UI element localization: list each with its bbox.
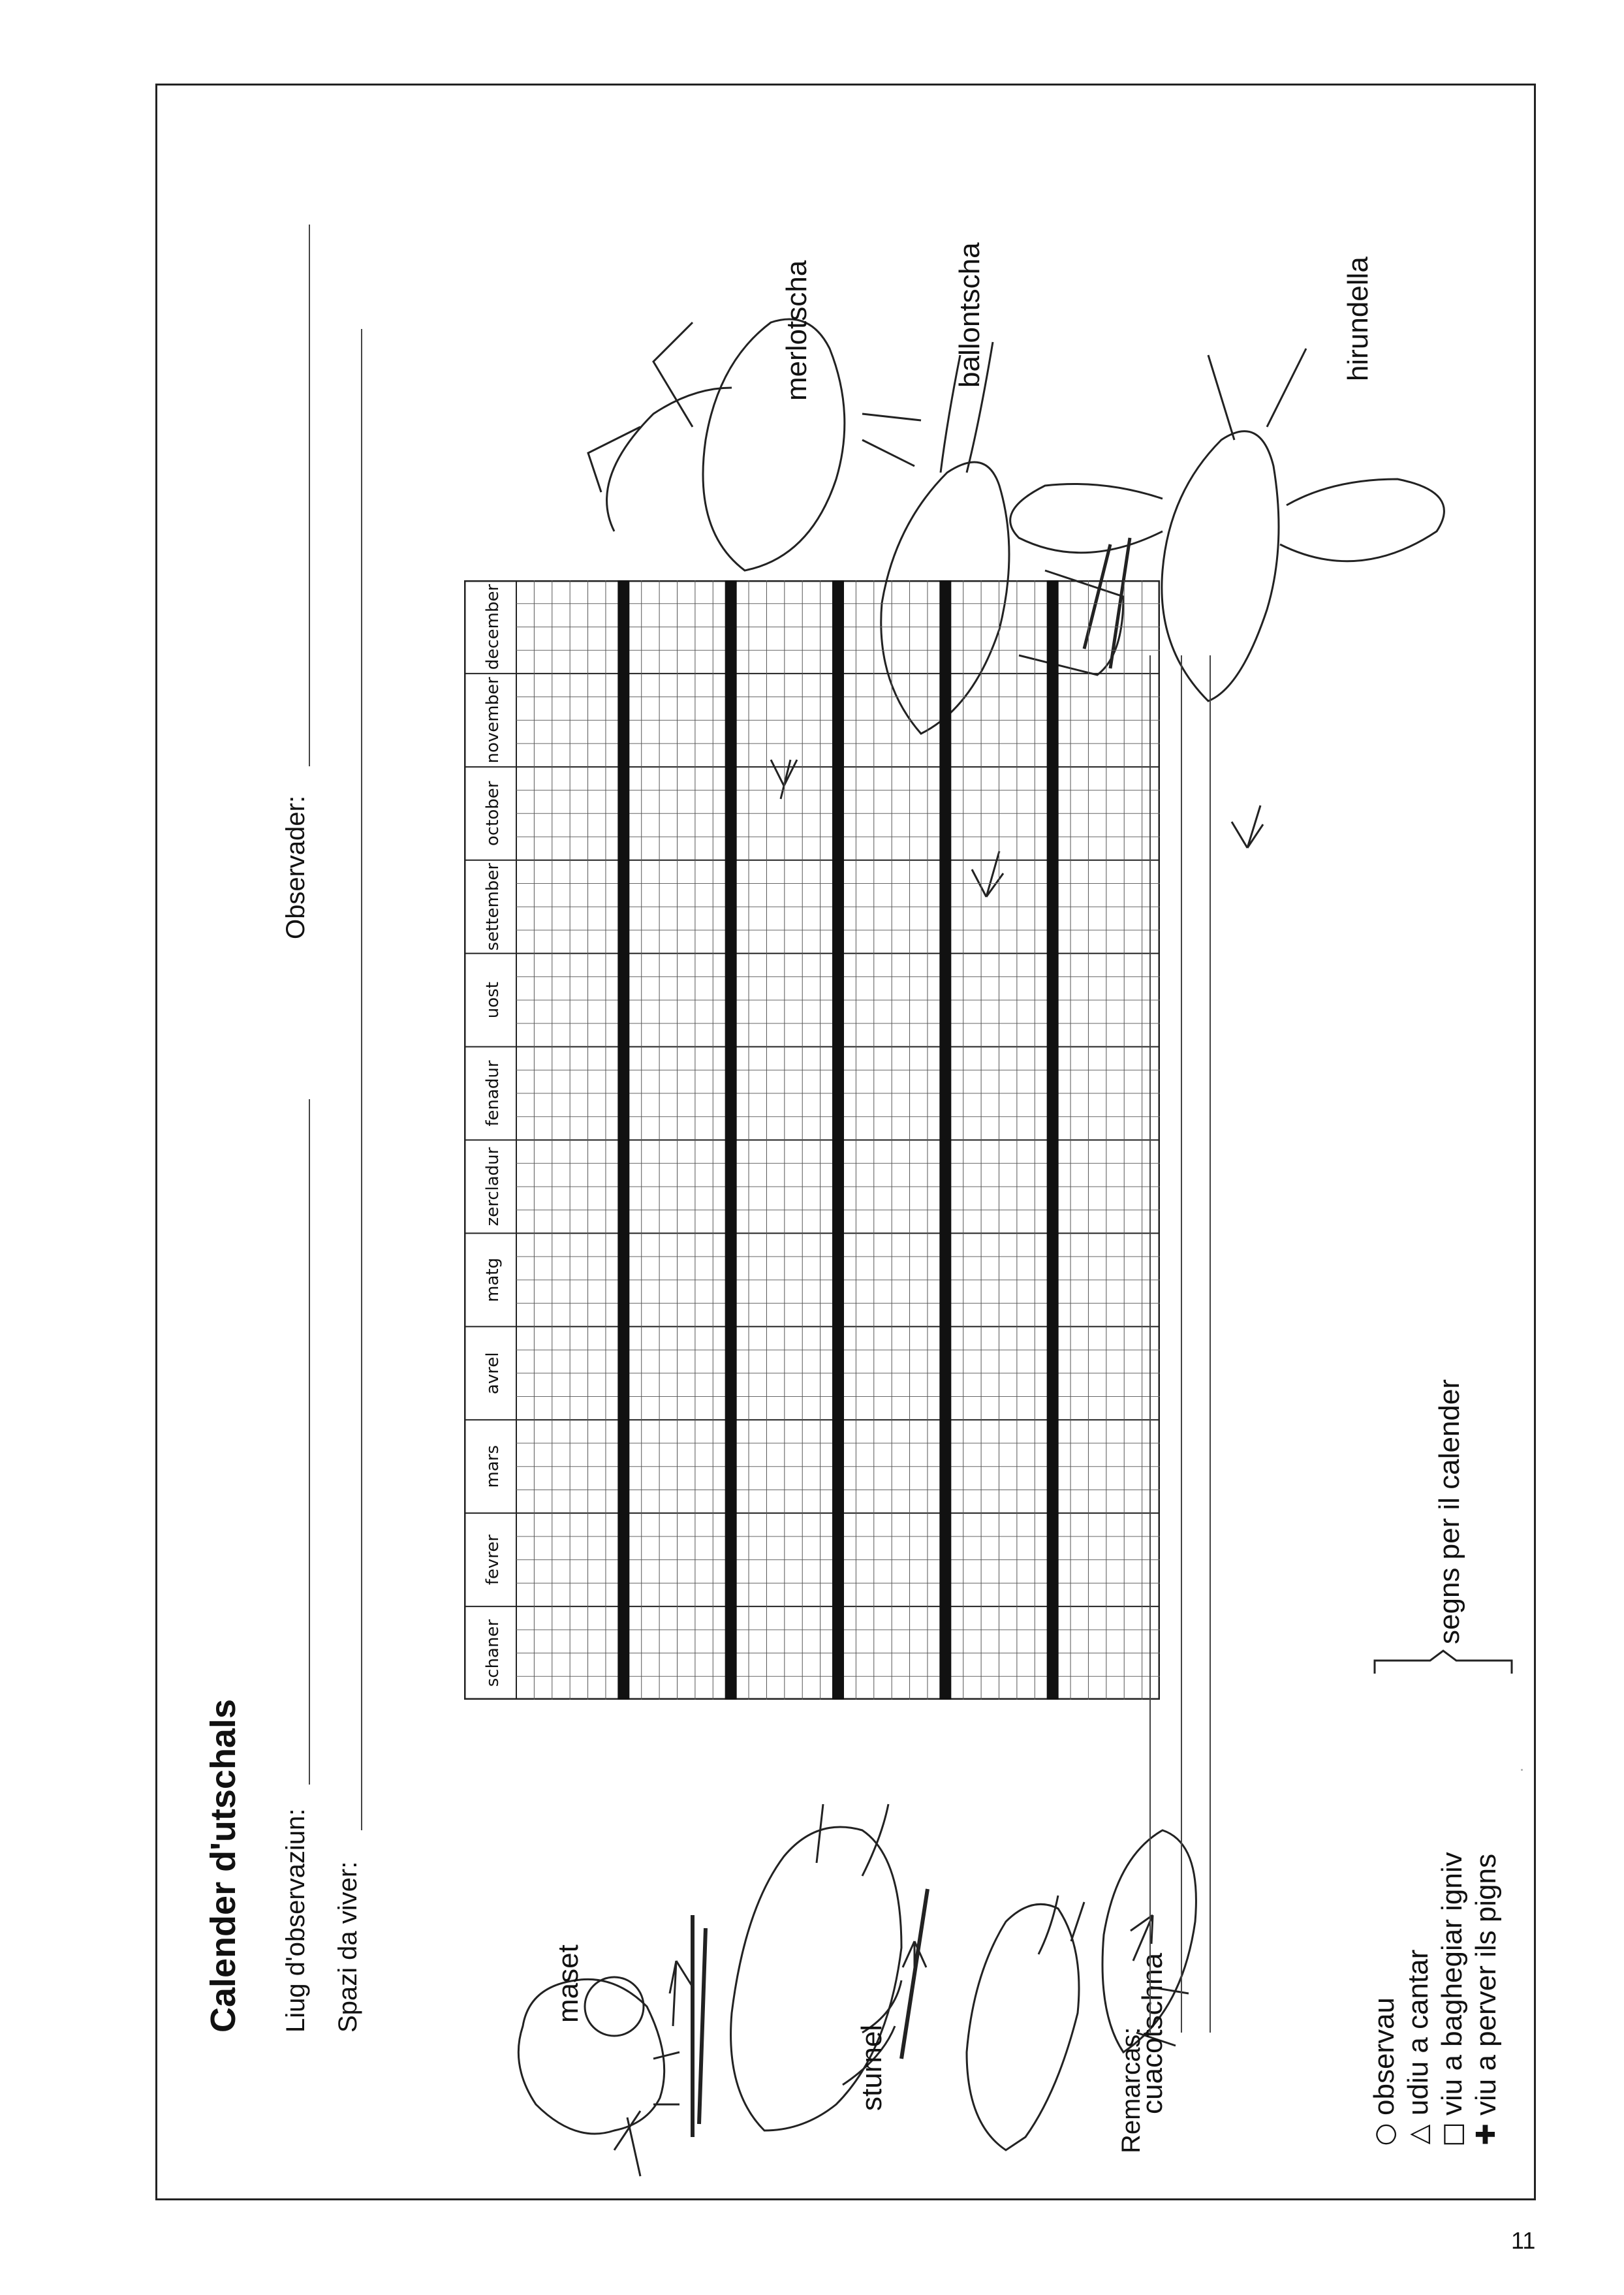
- habitat-label: Spazi da viver:: [334, 1861, 362, 2033]
- legend-note: segns per il calender: [1433, 1379, 1465, 1644]
- bird-blackbird-icon: [588, 319, 921, 570]
- month-header: october: [483, 781, 503, 847]
- calendar-lines: [464, 580, 1160, 1700]
- month-header: mars: [483, 1444, 503, 1488]
- location-label: Liug d'observaziun:: [281, 1808, 310, 2033]
- bird-label-ballontscha: ballontscha: [954, 242, 986, 388]
- band-separator: [725, 580, 737, 1700]
- bird-label-merlotscha: merlotscha: [781, 260, 813, 401]
- band-separator: [832, 580, 844, 1700]
- legend-item-singing: [1402, 1950, 1435, 2153]
- bird-label-sturnel: sturnel: [856, 2024, 888, 2111]
- legend-item-nesting: [1436, 1852, 1469, 2153]
- remarks-line-3[interactable]: [1210, 655, 1211, 2033]
- month-headers: [483, 584, 503, 1687]
- square-icon: □: [1437, 2122, 1467, 2147]
- landscape-content: [157, 86, 1538, 2202]
- remarks-line-2[interactable]: [1181, 655, 1182, 2033]
- band-separator: [1047, 580, 1059, 1700]
- bird-label-maset: maset: [552, 1944, 584, 2023]
- month-header: fenadur: [483, 1060, 503, 1127]
- legend-label: viu a perver ils pigns: [1470, 1853, 1502, 2115]
- page-frame: [155, 84, 1536, 2200]
- calendar-grid[interactable]: [464, 580, 1160, 1700]
- month-header: avrel: [483, 1352, 503, 1395]
- month-header: zercladur: [483, 1147, 503, 1226]
- month-header: schaner: [483, 1619, 503, 1687]
- month-header: uost: [483, 982, 503, 1019]
- bird-label-hirundella: hirundella: [1342, 257, 1374, 381]
- circle-icon: ○: [1369, 2123, 1399, 2146]
- bird-label-cuacotschna: cuacotschna: [1136, 1952, 1168, 2114]
- plus-icon: ✚: [1471, 2123, 1501, 2146]
- band-separator: [617, 580, 629, 1700]
- month-header: matg: [483, 1257, 503, 1302]
- month-header: fevrer: [483, 1534, 503, 1585]
- month-header: november: [483, 677, 503, 764]
- page-number: 11: [1511, 2227, 1536, 2254]
- legend-label: viu a baghegiar igniv: [1436, 1852, 1468, 2115]
- page-title: Calender d'utschals: [204, 1699, 243, 2033]
- remarks-label: Remarcas:: [1117, 2027, 1146, 2153]
- legend-item-feeding: [1470, 1854, 1503, 2153]
- bird-starling-icon: [731, 1804, 928, 2131]
- month-header: settember: [483, 862, 503, 951]
- legend-label: observau: [1368, 1997, 1400, 2115]
- band-separator: [939, 580, 951, 1700]
- legend-item-observed: [1368, 1997, 1401, 2153]
- scan-speck: [1521, 1769, 1523, 1771]
- observer-label: Observader:: [281, 795, 310, 939]
- month-header: december: [483, 584, 503, 670]
- legend-bracket: [1371, 1641, 1515, 1680]
- legend-label: udiu a cantar: [1402, 1949, 1434, 2115]
- bird-tit-icon: [518, 1915, 706, 2176]
- remarks-line-1[interactable]: [1149, 655, 1151, 2033]
- triangle-icon: △: [1403, 2124, 1433, 2145]
